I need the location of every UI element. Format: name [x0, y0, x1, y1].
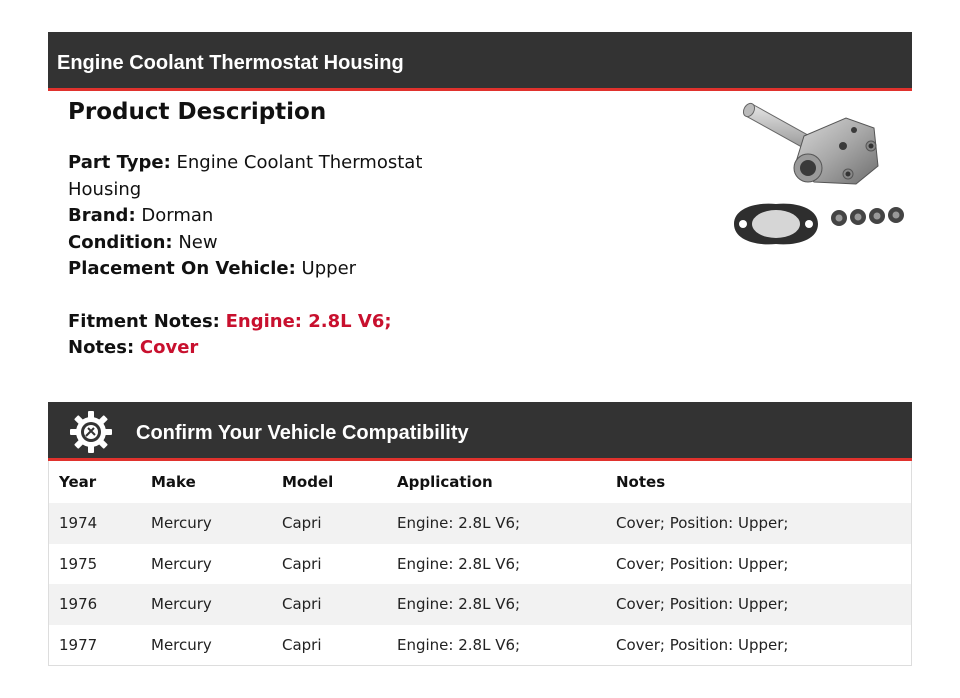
gear-icon — [69, 410, 113, 454]
column-header-application: Application — [397, 473, 493, 491]
compatibility-table-wrap — [48, 461, 912, 666]
table-row — [49, 625, 911, 666]
spec-value: Upper — [301, 258, 357, 279]
product-image — [726, 96, 906, 256]
cell-notes: Cover; Position: Upper; — [616, 554, 789, 573]
description-heading: Product Description — [68, 99, 327, 125]
notes-label: Notes: — [68, 337, 135, 358]
cell-application: Engine: 2.8L V6; — [387, 584, 606, 625]
column-header-notes: Notes — [616, 473, 666, 491]
cell-year: 1977 — [59, 635, 98, 654]
cell-notes: Cover; Position: Upper; — [606, 584, 911, 625]
notes-value: Cover — [139, 337, 199, 358]
cell-application: Engine: 2.8L V6; — [387, 503, 606, 544]
spec-value: Dorman — [141, 205, 214, 226]
fitment-value: Engine: 2.8L V6; — [225, 310, 392, 332]
column-header-model: Model — [282, 473, 334, 491]
cell-model: Capri — [272, 503, 387, 544]
gasket — [734, 204, 818, 245]
spec-label: Brand: — [68, 205, 136, 226]
cell-application: Engine: 2.8L V6; — [397, 635, 521, 654]
compatibility-table — [49, 461, 911, 665]
spec-value: Engine Coolant Thermostat Housing — [68, 152, 423, 200]
cell-model: Capri — [282, 554, 322, 573]
spec-condition — [68, 230, 448, 257]
cell-make: Mercury — [141, 503, 272, 544]
table-row — [49, 544, 911, 585]
spec-list — [68, 150, 448, 283]
cell-year: 1974 — [49, 503, 141, 544]
cell-model: Capri — [282, 635, 322, 654]
cell-year: 1975 — [59, 554, 98, 573]
housing-body — [794, 118, 878, 184]
spec-placement — [68, 256, 448, 283]
spec-brand — [68, 203, 448, 230]
fitment-label: Fitment Notes: — [68, 310, 220, 332]
spec-label: Part Type: — [68, 152, 171, 173]
table-header-row — [49, 461, 911, 503]
notes — [68, 335, 448, 362]
page-title: Engine Coolant Thermostat Housing — [57, 52, 404, 74]
cell-make: Mercury — [151, 635, 212, 654]
cell-model: Capri — [272, 584, 387, 625]
cell-notes: Cover; Position: Upper; — [616, 635, 789, 654]
table-row — [49, 584, 911, 625]
cell-year: 1976 — [49, 584, 141, 625]
nuts — [831, 207, 904, 226]
compatibility-title: Confirm Your Vehicle Compatibility — [136, 422, 469, 444]
fitment-block — [68, 309, 448, 362]
table-row — [49, 503, 911, 544]
cell-make: Mercury — [141, 584, 272, 625]
compatibility-bar — [48, 402, 912, 461]
spec-value: New — [178, 231, 218, 253]
fitment-notes — [68, 309, 448, 336]
cell-make: Mercury — [151, 554, 212, 573]
spec-part-type — [68, 150, 448, 203]
spec-label: Placement On Vehicle: — [68, 258, 296, 279]
title-bar — [48, 32, 912, 91]
cell-application: Engine: 2.8L V6; — [397, 554, 521, 573]
product-description — [68, 97, 448, 362]
column-header-make: Make — [151, 473, 196, 491]
column-header-year: Year — [59, 473, 97, 491]
cell-notes: Cover; Position: Upper; — [606, 503, 911, 544]
spec-label: Condition: — [68, 231, 173, 253]
